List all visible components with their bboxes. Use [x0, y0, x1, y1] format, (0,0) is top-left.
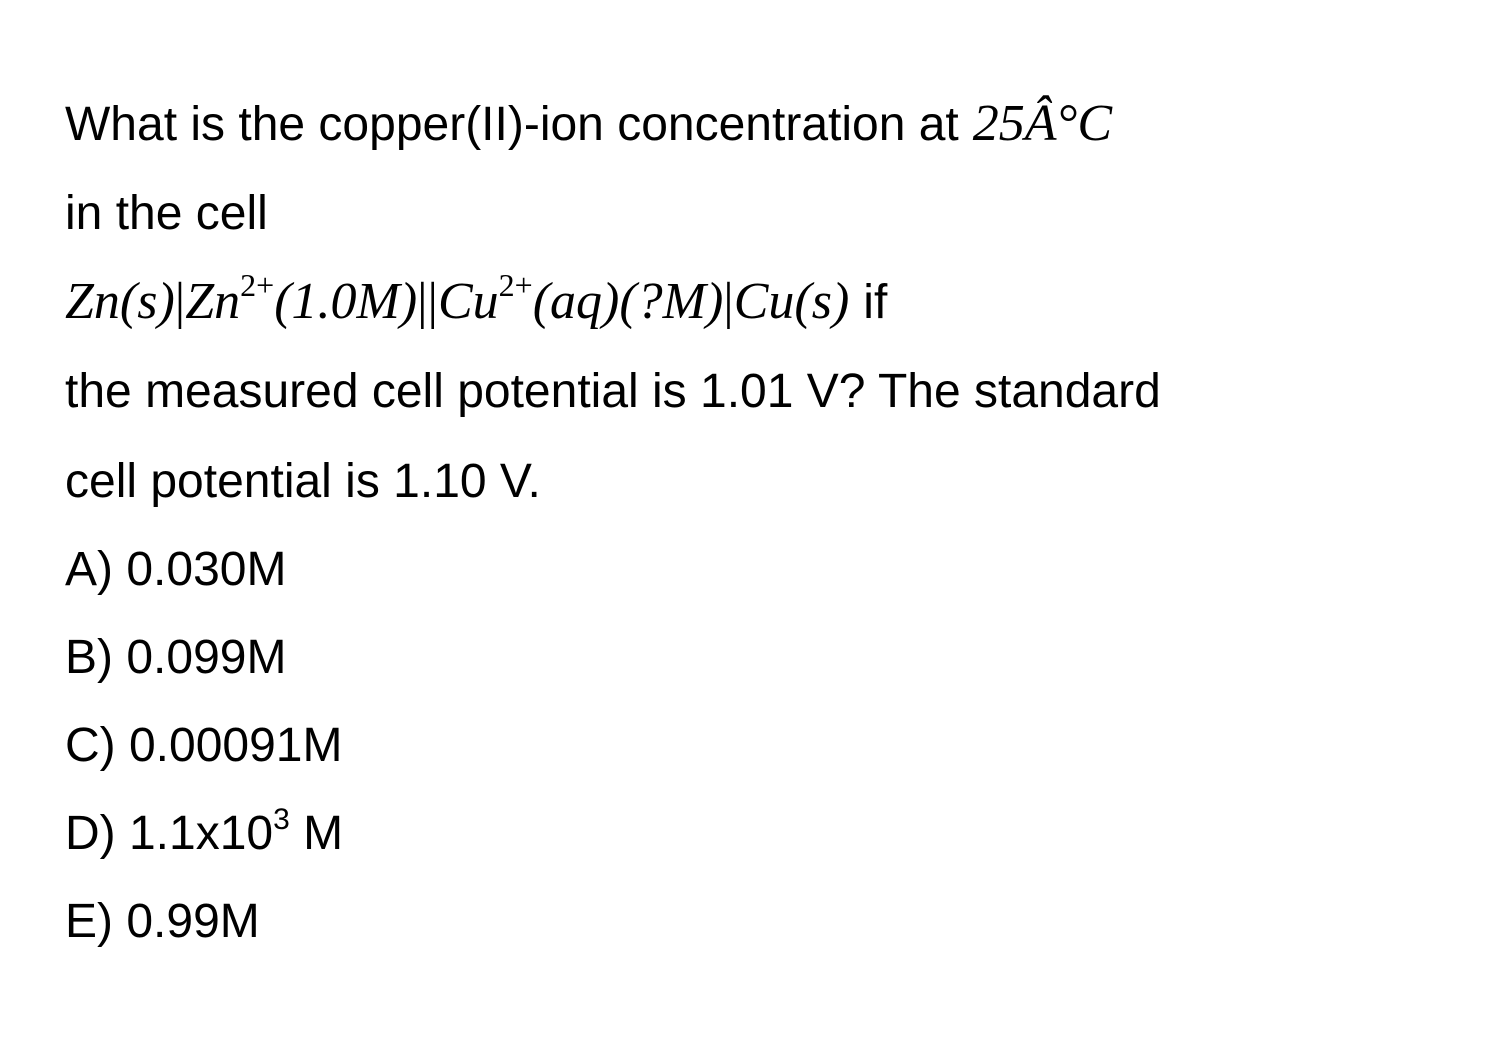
option-d-label: D) 1.1x10 — [65, 807, 274, 860]
question-text-5: cell potential is 1.10 V. — [65, 455, 541, 508]
temperature-math: 25Â°C — [972, 95, 1113, 152]
zn-ion-charge: 2+ — [240, 267, 275, 303]
salt-bridge: || — [417, 273, 438, 330]
question-text-3: if — [863, 276, 888, 329]
question-text-2: in the cell — [65, 187, 268, 240]
option-e[interactable] — [65, 892, 260, 952]
phase-boundary-2: | — [723, 273, 734, 330]
cu-ion: Cu — [437, 273, 499, 330]
question-line-3 — [65, 267, 888, 333]
cu-ion-charge: 2+ — [498, 267, 533, 303]
question-text-1: What is the copper(II)-ion concentration at — [65, 98, 959, 151]
option-b-label: B) 0.099M — [65, 631, 287, 684]
zn-ion-concentration: (1.0M) — [274, 273, 418, 330]
option-a[interactable] — [65, 540, 286, 600]
question-line-1 — [65, 94, 1112, 155]
option-b[interactable] — [65, 628, 286, 688]
cell-notation — [65, 267, 850, 330]
option-a-label: A) 0.030M — [65, 543, 287, 596]
option-c[interactable] — [65, 716, 342, 776]
option-c-label: C) 0.00091M — [65, 719, 343, 772]
zn-electrode: Zn(s) — [65, 273, 175, 330]
option-d-exponent: 3 — [273, 803, 290, 836]
question-line-2 — [65, 184, 268, 244]
option-d-unit: M — [289, 807, 344, 860]
cu-ion-concentration: (aq)(?M) — [532, 273, 724, 330]
option-e-label: E) 0.99M — [65, 895, 260, 948]
question-text-4: the measured cell potential is 1.01 V? The standard — [65, 365, 1161, 418]
phase-boundary-1: | — [174, 273, 186, 330]
cu-electrode: Cu(s) — [733, 273, 850, 330]
question-line-5 — [65, 452, 541, 512]
zn-ion: Zn — [185, 273, 241, 330]
option-d[interactable] — [65, 804, 343, 864]
question-line-4 — [65, 362, 1161, 422]
